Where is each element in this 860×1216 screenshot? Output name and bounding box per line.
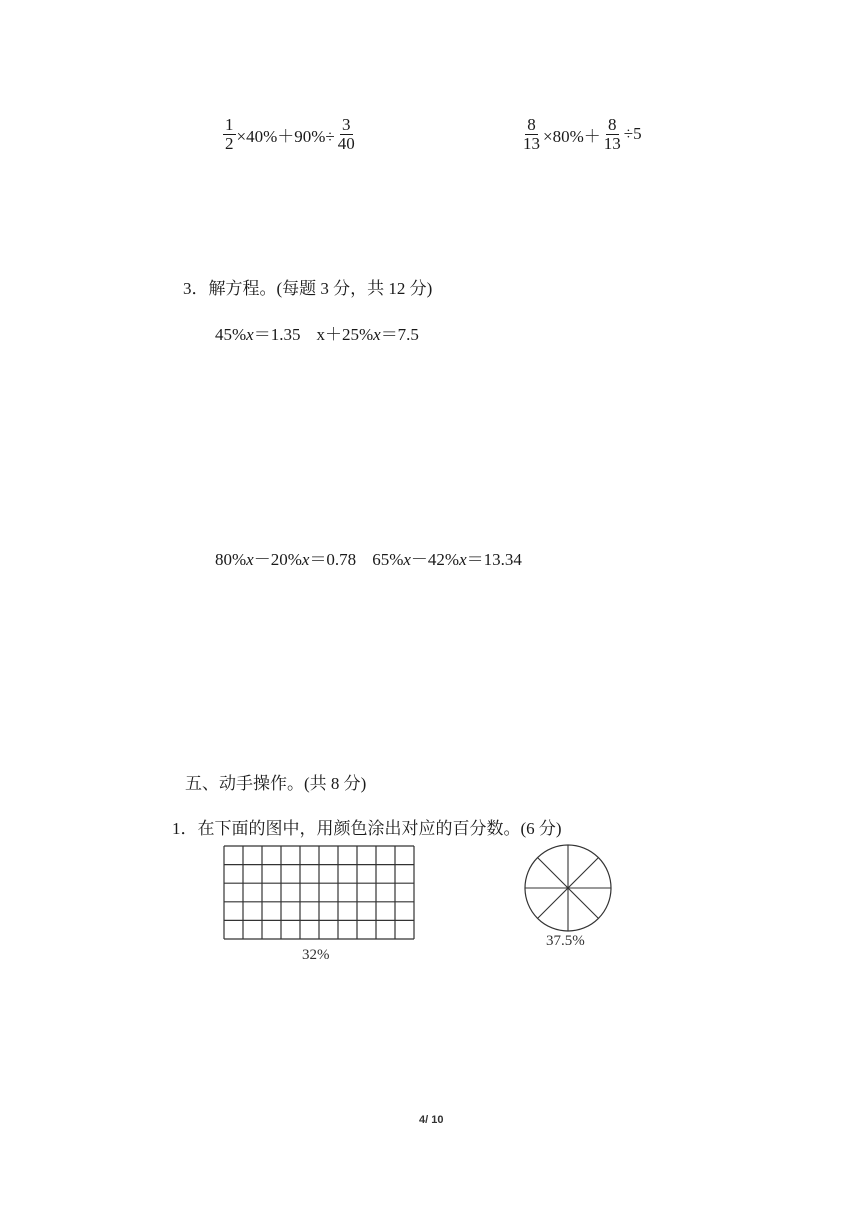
expression-text: ×40%＋90%÷ xyxy=(236,126,335,146)
section-3-title: 3．解方程。(每题 3 分，共 12 分) xyxy=(183,279,433,298)
expression-text: ×80%＋ xyxy=(543,126,601,146)
section-5-title: 五、动手操作。(共 8 分) xyxy=(185,774,367,793)
page-number: 4/ 10 xyxy=(419,1114,444,1126)
circle-figure xyxy=(523,843,613,933)
equation-1: 45%x＝1.35 xyxy=(215,325,301,344)
fraction: $\frac{8}{13}$ xyxy=(603,115,621,153)
expression-1 xyxy=(222,116,358,153)
expression-2 xyxy=(520,116,642,153)
expression-text: ÷5 xyxy=(623,124,642,144)
fraction: $\frac{1}{2}$ xyxy=(225,115,234,153)
equation-row-2 xyxy=(215,545,522,570)
fraction: $\frac{3}{40}$ xyxy=(337,115,355,153)
equation-2: x＋25%x＝7.5 xyxy=(316,325,419,344)
grid-figure xyxy=(223,845,415,940)
equation-row-1 xyxy=(215,320,419,345)
equation-4: 65%x－42%x＝13.34 xyxy=(372,550,522,569)
grid-label: 32% xyxy=(302,947,330,963)
circle-label: 37.5% xyxy=(546,933,585,949)
equation-3: 80%x－20%x＝0.78 xyxy=(215,550,357,569)
fraction: $\frac{8}{13}$ xyxy=(523,115,540,153)
question-1: 1．在下面的图中，用颜色涂出对应的百分数。(6 分) xyxy=(172,819,562,838)
